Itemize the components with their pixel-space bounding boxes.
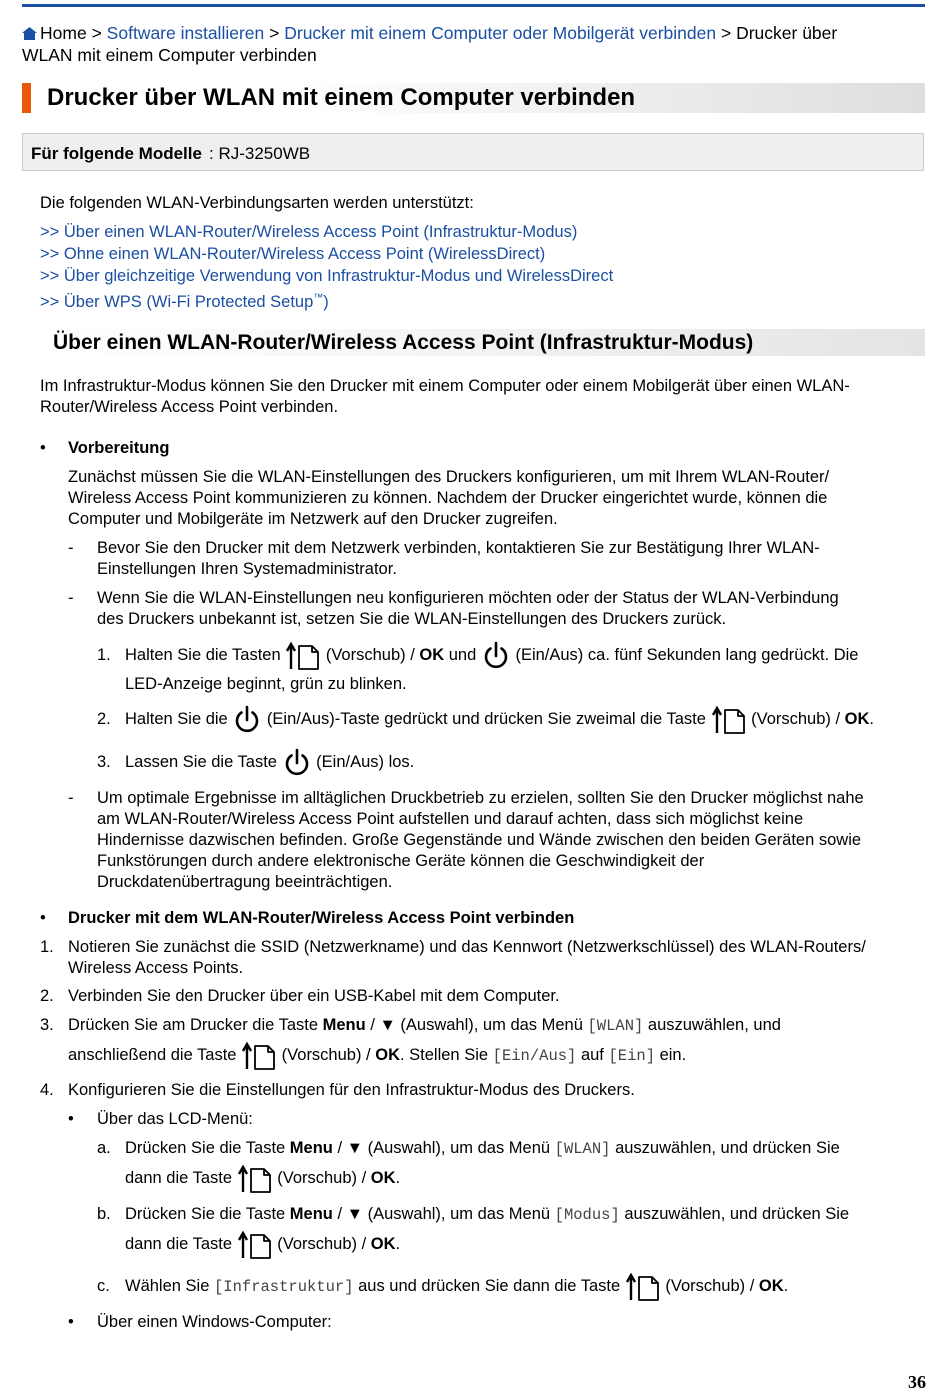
- feed-button-icon: [285, 641, 321, 671]
- lcd-menu-label: Über das LCD-Menü:: [97, 1110, 253, 1128]
- link-infrastructure[interactable]: >> Über einen WLAN-Router/Wireless Access Point (Infrastruktur-Modus): [40, 223, 578, 241]
- link-simultaneous[interactable]: >> Über gleichzeitige Verwendung von Infrastruktur-Modus und WirelessDirect: [40, 267, 614, 285]
- sub-step-a: Drücken Sie die Taste Menu / ▼ (Auswahl), um das Menü [WLAN] auszuwählen, und drücken Sie: [125, 1139, 840, 1158]
- step-number: 2.: [40, 987, 54, 1005]
- page-title: [22, 83, 925, 113]
- feed-button-icon: [625, 1272, 661, 1302]
- step-number: 1.: [40, 938, 54, 956]
- breadcrumb-link-connect[interactable]: Drucker mit einem Computer oder Mobilgerät verbinden: [284, 23, 717, 43]
- breadcrumb-current: Drucker über: [736, 23, 838, 43]
- section-intro: Im Infrastruktur-Modus können Sie den Drucker mit einem Computer oder einem Mobilgerät über einen WLAN- Router/Wireless Access Point verbinden.: [40, 377, 850, 416]
- step-number: 3.: [40, 1016, 54, 1034]
- models-label: Für folgende Modelle: [31, 144, 202, 163]
- dash: -: [68, 539, 74, 557]
- bullet: •: [68, 1110, 74, 1128]
- breadcrumb-separator: >: [91, 23, 102, 43]
- power-button-icon: [232, 705, 262, 735]
- prep-heading: Vorbereitung: [68, 439, 170, 457]
- prep-dash2: Wenn Sie die WLAN-Einstellungen neu konfigurieren möchten oder der Status der WLAN-Verbindung des Druckers unbekannt ist, setzen Sie die WLAN-Einstellungen des Druckers zurück.: [97, 589, 839, 628]
- section-title: [40, 329, 925, 356]
- power-button-icon: [481, 641, 511, 671]
- sub-step-letter: a.: [97, 1139, 111, 1157]
- prep-dash1: Bevor Sie den Drucker mit dem Netzwerk verbinden, kontaktieren Sie zur Bestätigung Ihrer WLAN- Einstellungen Ihren Systemadministrator.: [97, 539, 820, 578]
- title-accent-bar: [22, 83, 31, 113]
- reset-step-2: Halten Sie die (Ein/Aus)-Taste gedrückt und drücken Sie zweimal die Taste (Vorschub) / OK.: [125, 702, 874, 736]
- breadcrumb-separator: >: [269, 23, 280, 43]
- models-value: : RJ-3250WB: [209, 144, 311, 163]
- page-number: 36: [908, 1372, 926, 1392]
- link-list: [40, 221, 613, 313]
- breadcrumb-current-cont: WLAN mit einem Computer verbinden: [22, 45, 317, 65]
- reset-step-number: 1.: [97, 646, 111, 664]
- link-wps[interactable]: >> Über WPS (Wi-Fi Protected Setup™): [40, 292, 329, 311]
- reset-step-number: 3.: [97, 753, 111, 771]
- power-button-icon: [282, 748, 312, 778]
- prep-text: Zunächst müssen Sie die WLAN-Einstellungen des Druckers konfigurieren, um mit Ihrem WLAN-Router/ Wireless Access Point kommunizieren zu können. Nachdem der Drucker eingerichtet wurde, können die Computer und Mobilgeräte im Netzwerk auf den Drucker zugreifen.: [68, 468, 830, 528]
- dash: -: [68, 789, 74, 807]
- feed-button-icon: [237, 1164, 273, 1194]
- connect-step-1: Notieren Sie zunächst die SSID (Netzwerkname) und das Kennwort (Netzwerkschlüssel) des WLAN-Routers/ Wireless Access Points.: [68, 938, 866, 977]
- home-icon[interactable]: [22, 23, 37, 36]
- reset-step-1-cont: LED-Anzeige beginnt, grün zu blinken.: [125, 675, 407, 693]
- breadcrumb-link-software[interactable]: Software installieren: [106, 23, 265, 43]
- sub-step-c: Wählen Sie [Infrastruktur] aus und drücken Sie dann die Taste (Vorschub) / OK.: [125, 1269, 788, 1304]
- windows-label: Über einen Windows-Computer:: [97, 1313, 332, 1331]
- sub-step-a-cont: dann die Taste (Vorschub) / OK.: [125, 1161, 400, 1195]
- connect-step-3-cont: anschließend die Taste (Vorschub) / OK. Stellen Sie [Ein/Aus] auf [Ein] ein.: [68, 1038, 686, 1073]
- feed-button-icon: [241, 1041, 277, 1071]
- intro-text: Die folgenden WLAN-Verbindungsarten werden unterstützt:: [40, 194, 474, 212]
- connect-step-2: Verbinden Sie den Drucker über ein USB-Kabel mit dem Computer.: [68, 987, 560, 1005]
- sub-step-letter: b.: [97, 1205, 111, 1223]
- step-number: 4.: [40, 1081, 54, 1099]
- bullet: •: [68, 1313, 74, 1331]
- section-title-text: Über einen WLAN-Router/Wireless Access Point (Infrastruktur-Modus): [53, 331, 754, 354]
- reset-step-1: Halten Sie die Tasten (Vorschub) / OK und (Ein/Aus) ca. fünf Sekunden lang gedrückt. Die: [125, 638, 858, 672]
- sub-step-letter: c.: [97, 1277, 110, 1295]
- page-title-text: Drucker über WLAN mit einem Computer verbinden: [47, 84, 636, 111]
- connect-step-4: Konfigurieren Sie die Einstellungen für den Infrastruktur-Modus des Druckers.: [68, 1081, 635, 1099]
- reset-step-3: Lassen Sie die Taste (Ein/Aus) los.: [125, 745, 414, 779]
- bullet: •: [40, 439, 46, 457]
- feed-button-icon: [711, 705, 747, 735]
- models-box: [22, 133, 924, 171]
- dash: -: [68, 589, 74, 607]
- sub-step-b: Drücken Sie die Taste Menu / ▼ (Auswahl), um das Menü [Modus] auszuwählen, und drücken Sie: [125, 1205, 850, 1224]
- breadcrumb-separator: >: [720, 23, 732, 43]
- breadcrumb-home[interactable]: Home: [40, 23, 87, 43]
- top-rule: [22, 4, 925, 7]
- reset-step-number: 2.: [97, 710, 111, 728]
- feed-button-icon: [237, 1230, 273, 1260]
- connect-heading: Drucker mit dem WLAN-Router/Wireless Access Point verbinden: [68, 909, 575, 927]
- sub-step-b-cont: dann die Taste (Vorschub) / OK.: [125, 1227, 400, 1261]
- bullet: •: [40, 909, 46, 927]
- link-wirelessdirect[interactable]: >> Ohne einen WLAN-Router/Wireless Access Point (WirelessDirect): [40, 245, 546, 263]
- prep-dash3: Um optimale Ergebnisse im alltäglichen Druckbetrieb zu erzielen, sollten Sie den Drucker möglichst nahe am WLAN-Router/Wireless Access Point aufstellen und darauf achten, dass sich möglichst keine Hindernisse dazwischen befinden. Große Gegenstände und Wände zwischen den beiden Geräten sowie Funkstörungen durch andere elektronische Geräte können die Geschwindigkeit der Druckdatenübertragung beeinträchtigen.: [97, 789, 864, 891]
- breadcrumb: [22, 22, 922, 66]
- connect-step-3: Drücken Sie am Drucker die Taste Menu / ▼ (Auswahl), um das Menü [WLAN] auszuwählen, und: [68, 1016, 781, 1035]
